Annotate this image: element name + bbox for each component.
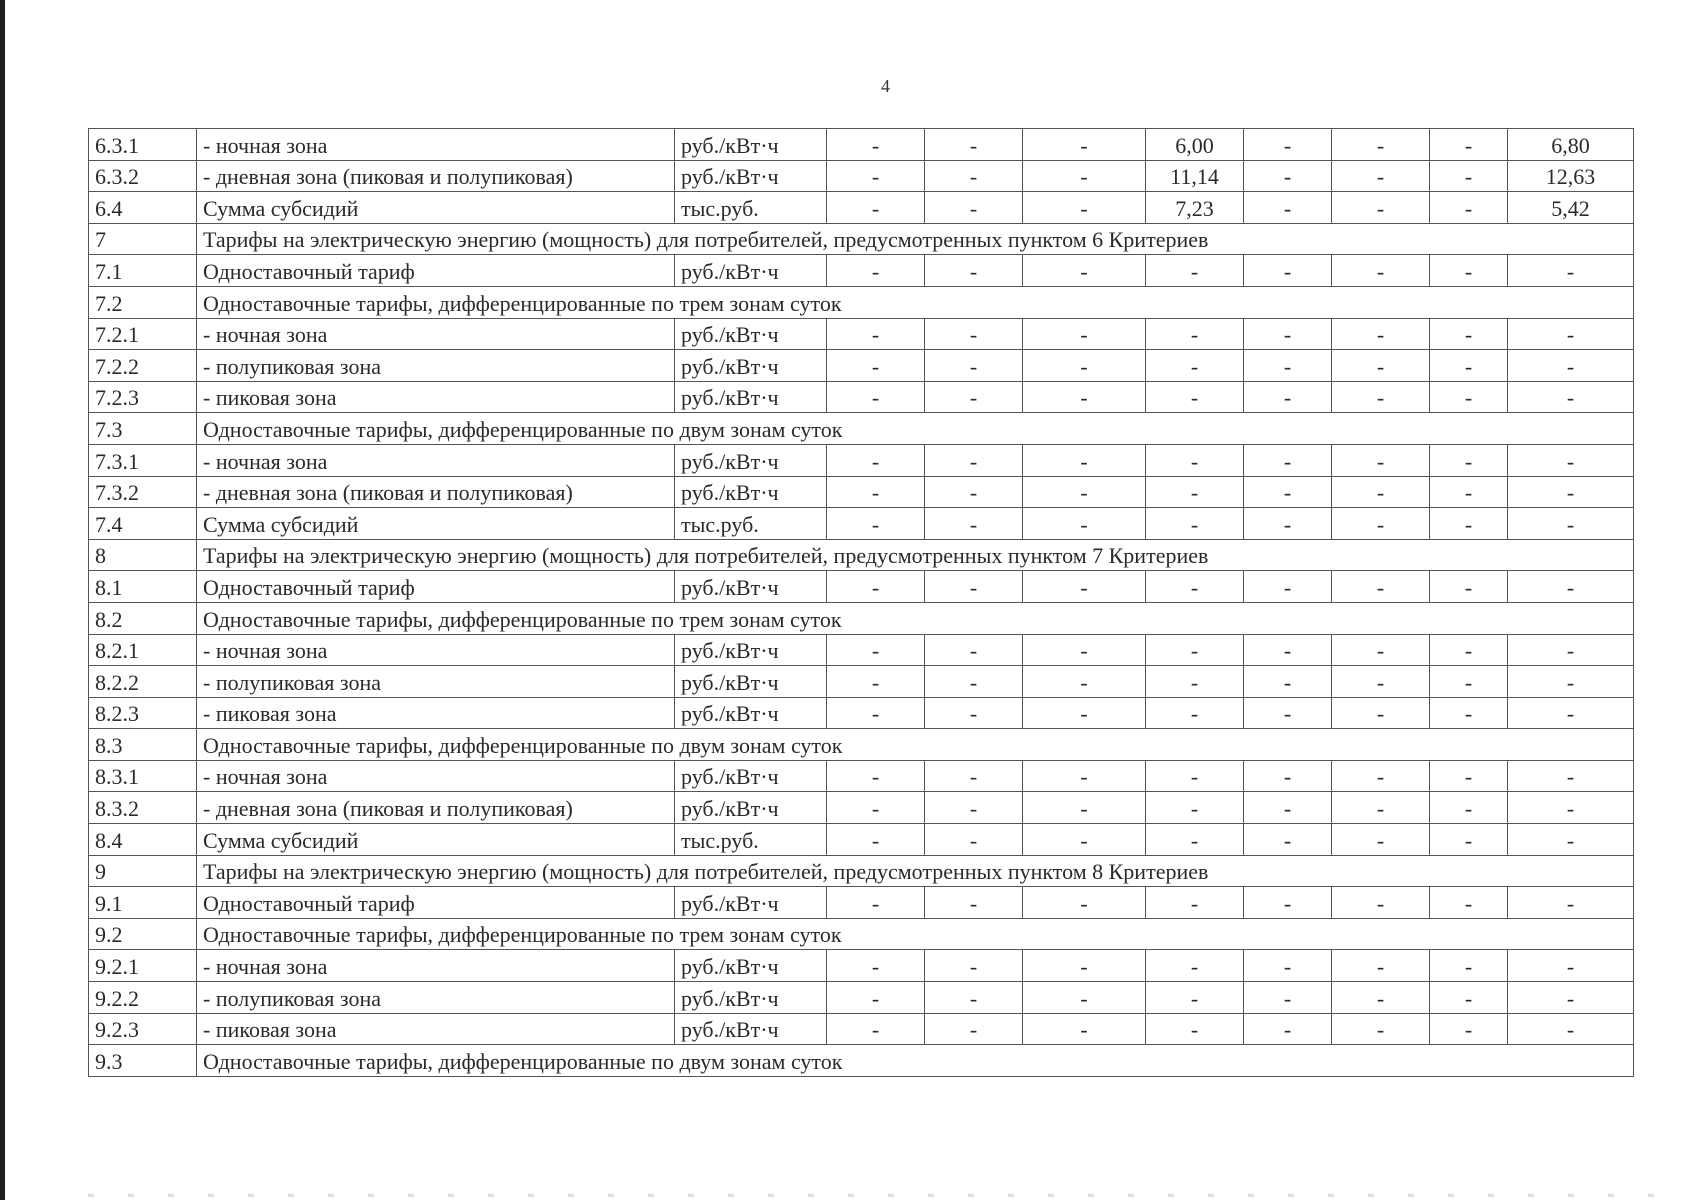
value-cell: - bbox=[1430, 634, 1508, 666]
table-row bbox=[89, 666, 1634, 698]
value-cell: - bbox=[1244, 318, 1332, 350]
value-cell: - bbox=[1508, 666, 1634, 698]
row-number: 8.3.1 bbox=[89, 760, 197, 792]
value-cell: - bbox=[1332, 666, 1430, 698]
page-number: 4 bbox=[881, 76, 890, 96]
row-name: - дневная зона (пиковая и полупиковая) bbox=[197, 792, 675, 824]
row-name: - ночная зона bbox=[197, 129, 675, 161]
value-cell: - bbox=[1332, 318, 1430, 350]
value-cell: - bbox=[1023, 571, 1146, 603]
value-cell: - bbox=[827, 792, 925, 824]
table-row bbox=[89, 318, 1634, 350]
table-row bbox=[89, 255, 1634, 287]
value-cell: - bbox=[1508, 982, 1634, 1014]
row-name: - полупиковая зона bbox=[197, 982, 675, 1014]
value-cell: - bbox=[1508, 697, 1634, 729]
value-cell: 6,00 bbox=[1146, 129, 1244, 161]
section-title: Одноставочные тарифы, дифференцированные по двум зонам суток bbox=[197, 729, 1634, 761]
value-cell: - bbox=[1023, 824, 1146, 856]
value-cell: - bbox=[827, 950, 925, 982]
value-cell: - bbox=[1332, 792, 1430, 824]
row-unit: руб./кВт·ч bbox=[675, 1013, 827, 1045]
row-number: 9.2.2 bbox=[89, 982, 197, 1014]
value-cell: - bbox=[1430, 508, 1508, 540]
table-row bbox=[89, 950, 1634, 982]
row-number: 8.4 bbox=[89, 824, 197, 856]
value-cell: - bbox=[1023, 255, 1146, 287]
value-cell: - bbox=[1332, 192, 1430, 224]
value-cell: - bbox=[925, 666, 1023, 698]
scan-left-edge bbox=[0, 0, 5, 1200]
table-row bbox=[89, 634, 1634, 666]
section-title: Одноставочные тарифы, дифференцированные по двум зонам суток bbox=[197, 1045, 1634, 1077]
value-cell: - bbox=[827, 1013, 925, 1045]
section-row bbox=[89, 1045, 1634, 1077]
section-row bbox=[89, 286, 1634, 318]
value-cell: - bbox=[1023, 982, 1146, 1014]
value-cell: - bbox=[827, 444, 925, 476]
table-row bbox=[89, 887, 1634, 919]
value-cell: - bbox=[1508, 760, 1634, 792]
value-cell: - bbox=[925, 824, 1023, 856]
row-number: 8.2.2 bbox=[89, 666, 197, 698]
value-cell: - bbox=[1430, 666, 1508, 698]
value-cell: - bbox=[1508, 824, 1634, 856]
row-number: 6.3.2 bbox=[89, 160, 197, 192]
value-cell: - bbox=[1023, 129, 1146, 161]
value-cell: - bbox=[827, 476, 925, 508]
row-name: Одноставочный тариф bbox=[197, 571, 675, 603]
value-cell: - bbox=[827, 508, 925, 540]
value-cell: - bbox=[1508, 571, 1634, 603]
value-cell: - bbox=[1508, 318, 1634, 350]
value-cell: - bbox=[1244, 1013, 1332, 1045]
value-cell: - bbox=[1023, 634, 1146, 666]
value-cell: - bbox=[1244, 381, 1332, 413]
value-cell: - bbox=[1332, 950, 1430, 982]
value-cell: - bbox=[827, 318, 925, 350]
value-cell: - bbox=[1332, 1013, 1430, 1045]
row-name: - пиковая зона bbox=[197, 1013, 675, 1045]
value-cell: - bbox=[925, 792, 1023, 824]
value-cell: - bbox=[1332, 381, 1430, 413]
value-cell: - bbox=[827, 634, 925, 666]
row-unit: тыс.руб. bbox=[675, 192, 827, 224]
value-cell: - bbox=[1146, 982, 1244, 1014]
value-cell: - bbox=[1430, 950, 1508, 982]
value-cell: - bbox=[925, 508, 1023, 540]
row-unit: тыс.руб. bbox=[675, 824, 827, 856]
row-number: 7 bbox=[89, 223, 197, 255]
value-cell: - bbox=[1146, 824, 1244, 856]
row-name: Одноставочный тариф bbox=[197, 887, 675, 919]
value-cell: - bbox=[1244, 792, 1332, 824]
tariff-table-body bbox=[89, 129, 1634, 1077]
value-cell: - bbox=[827, 824, 925, 856]
value-cell: - bbox=[827, 666, 925, 698]
row-number: 6.3.1 bbox=[89, 129, 197, 161]
value-cell: - bbox=[1332, 760, 1430, 792]
section-title: Одноставочные тарифы, дифференцированные по трем зонам суток bbox=[197, 286, 1634, 318]
value-cell: - bbox=[1430, 129, 1508, 161]
section-title: Тарифы на электрическую энергию (мощность) для потребителей, предусмотренных пунктом 8 Критериев bbox=[197, 855, 1634, 887]
row-name: - полупиковая зона bbox=[197, 350, 675, 382]
value-cell: - bbox=[1332, 508, 1430, 540]
value-cell: - bbox=[1508, 508, 1634, 540]
table-row bbox=[89, 160, 1634, 192]
value-cell: - bbox=[1430, 887, 1508, 919]
section-row bbox=[89, 223, 1634, 255]
value-cell: - bbox=[1430, 824, 1508, 856]
row-unit: руб./кВт·ч bbox=[675, 129, 827, 161]
table-row bbox=[89, 760, 1634, 792]
value-cell: - bbox=[1430, 255, 1508, 287]
row-unit: руб./кВт·ч bbox=[675, 350, 827, 382]
value-cell: - bbox=[1146, 444, 1244, 476]
value-cell: - bbox=[1430, 444, 1508, 476]
value-cell: - bbox=[1244, 571, 1332, 603]
table-row bbox=[89, 697, 1634, 729]
section-title: Одноставочные тарифы, дифференцированные по трем зонам суток bbox=[197, 602, 1634, 634]
row-number: 8.1 bbox=[89, 571, 197, 603]
value-cell: - bbox=[1146, 476, 1244, 508]
section-title: Одноставочные тарифы, дифференцированные по трем зонам суток bbox=[197, 918, 1634, 950]
value-cell: - bbox=[1332, 476, 1430, 508]
value-cell: - bbox=[925, 255, 1023, 287]
row-unit: руб./кВт·ч bbox=[675, 887, 827, 919]
value-cell: - bbox=[1244, 350, 1332, 382]
value-cell: - bbox=[925, 192, 1023, 224]
table-row bbox=[89, 508, 1634, 540]
row-unit: руб./кВт·ч bbox=[675, 982, 827, 1014]
value-cell: - bbox=[1332, 634, 1430, 666]
value-cell: - bbox=[1023, 160, 1146, 192]
value-cell: - bbox=[925, 887, 1023, 919]
value-cell: - bbox=[1508, 255, 1634, 287]
value-cell: - bbox=[1332, 255, 1430, 287]
section-row bbox=[89, 539, 1634, 571]
value-cell: - bbox=[1244, 950, 1332, 982]
table-row bbox=[89, 192, 1634, 224]
value-cell: - bbox=[827, 255, 925, 287]
row-name: - пиковая зона bbox=[197, 697, 675, 729]
row-number: 7.2 bbox=[89, 286, 197, 318]
value-cell: - bbox=[1244, 982, 1332, 1014]
row-name: Одноставочный тариф bbox=[197, 255, 675, 287]
value-cell: - bbox=[1146, 571, 1244, 603]
row-number: 8.3 bbox=[89, 729, 197, 761]
value-cell: - bbox=[1244, 634, 1332, 666]
value-cell: - bbox=[827, 381, 925, 413]
value-cell: - bbox=[1332, 129, 1430, 161]
value-cell: - bbox=[1332, 160, 1430, 192]
row-number: 8.2.1 bbox=[89, 634, 197, 666]
value-cell: - bbox=[925, 476, 1023, 508]
row-number: 8.2 bbox=[89, 602, 197, 634]
row-number: 8.2.3 bbox=[89, 697, 197, 729]
tariff-table bbox=[88, 128, 1634, 1077]
value-cell: - bbox=[1023, 318, 1146, 350]
row-name: Сумма субсидий bbox=[197, 824, 675, 856]
value-cell: - bbox=[1508, 792, 1634, 824]
value-cell: - bbox=[925, 350, 1023, 382]
value-cell: - bbox=[1146, 697, 1244, 729]
section-row bbox=[89, 918, 1634, 950]
value-cell: - bbox=[1430, 192, 1508, 224]
section-title: Тарифы на электрическую энергию (мощность) для потребителей, предусмотренных пунктом 6 Критериев bbox=[197, 223, 1634, 255]
row-unit: руб./кВт·ч bbox=[675, 381, 827, 413]
row-name: - ночная зона bbox=[197, 634, 675, 666]
row-name: - ночная зона bbox=[197, 760, 675, 792]
value-cell: - bbox=[1244, 887, 1332, 919]
value-cell: - bbox=[925, 634, 1023, 666]
row-unit: руб./кВт·ч bbox=[675, 255, 827, 287]
value-cell: - bbox=[827, 192, 925, 224]
table-row bbox=[89, 476, 1634, 508]
value-cell: - bbox=[1430, 760, 1508, 792]
row-number: 7.2.3 bbox=[89, 381, 197, 413]
value-cell: - bbox=[1332, 697, 1430, 729]
value-cell: 7,23 bbox=[1146, 192, 1244, 224]
value-cell: - bbox=[1508, 634, 1634, 666]
value-cell: - bbox=[1430, 1013, 1508, 1045]
row-unit: руб./кВт·ч bbox=[675, 571, 827, 603]
value-cell: - bbox=[1023, 444, 1146, 476]
value-cell: - bbox=[1023, 887, 1146, 919]
value-cell: - bbox=[1430, 982, 1508, 1014]
row-number: 7.4 bbox=[89, 508, 197, 540]
row-number: 9.2.1 bbox=[89, 950, 197, 982]
value-cell: - bbox=[1244, 255, 1332, 287]
value-cell: - bbox=[1146, 634, 1244, 666]
value-cell: - bbox=[1023, 697, 1146, 729]
value-cell: - bbox=[827, 571, 925, 603]
value-cell: - bbox=[925, 697, 1023, 729]
row-number: 7.3 bbox=[89, 413, 197, 445]
section-title: Тарифы на электрическую энергию (мощность) для потребителей, предусмотренных пунктом 7 Критериев bbox=[197, 539, 1634, 571]
value-cell: - bbox=[1146, 255, 1244, 287]
section-title: Одноставочные тарифы, дифференцированные по двум зонам суток bbox=[197, 413, 1634, 445]
row-unit: руб./кВт·ч bbox=[675, 634, 827, 666]
section-row bbox=[89, 413, 1634, 445]
value-cell: - bbox=[827, 982, 925, 1014]
value-cell: - bbox=[1146, 950, 1244, 982]
table-row bbox=[89, 444, 1634, 476]
row-name: - ночная зона bbox=[197, 950, 675, 982]
value-cell: - bbox=[827, 350, 925, 382]
value-cell: - bbox=[1244, 160, 1332, 192]
value-cell: - bbox=[1023, 508, 1146, 540]
value-cell: - bbox=[925, 381, 1023, 413]
value-cell: - bbox=[1146, 1013, 1244, 1045]
value-cell: - bbox=[925, 571, 1023, 603]
row-unit: руб./кВт·ч bbox=[675, 697, 827, 729]
row-number: 8 bbox=[89, 539, 197, 571]
value-cell: - bbox=[925, 1013, 1023, 1045]
row-number: 7.3.2 bbox=[89, 476, 197, 508]
row-name: - дневная зона (пиковая и полупиковая) bbox=[197, 476, 675, 508]
value-cell: - bbox=[1146, 318, 1244, 350]
value-cell: - bbox=[1244, 697, 1332, 729]
value-cell: - bbox=[1244, 444, 1332, 476]
value-cell: - bbox=[827, 160, 925, 192]
value-cell: - bbox=[1023, 350, 1146, 382]
value-cell: - bbox=[1332, 982, 1430, 1014]
section-row bbox=[89, 602, 1634, 634]
row-name: - ночная зона bbox=[197, 444, 675, 476]
row-name: - дневная зона (пиковая и полупиковая) bbox=[197, 160, 675, 192]
value-cell: - bbox=[1023, 1013, 1146, 1045]
row-name: - ночная зона bbox=[197, 318, 675, 350]
table-row bbox=[89, 982, 1634, 1014]
value-cell: - bbox=[1508, 381, 1634, 413]
row-unit: руб./кВт·ч bbox=[675, 666, 827, 698]
row-number: 7.2.2 bbox=[89, 350, 197, 382]
value-cell: - bbox=[1508, 950, 1634, 982]
row-unit: руб./кВт·ч bbox=[675, 792, 827, 824]
row-number: 9.2 bbox=[89, 918, 197, 950]
value-cell: - bbox=[1146, 887, 1244, 919]
value-cell: - bbox=[1430, 318, 1508, 350]
section-row bbox=[89, 729, 1634, 761]
value-cell: - bbox=[1508, 350, 1634, 382]
value-cell: 6,80 bbox=[1508, 129, 1634, 161]
value-cell: - bbox=[1244, 760, 1332, 792]
value-cell: - bbox=[1244, 476, 1332, 508]
value-cell: - bbox=[1508, 444, 1634, 476]
row-name: Сумма субсидий bbox=[197, 192, 675, 224]
value-cell: - bbox=[1146, 350, 1244, 382]
value-cell: - bbox=[1430, 571, 1508, 603]
row-number: 6.4 bbox=[89, 192, 197, 224]
value-cell: - bbox=[1244, 824, 1332, 856]
value-cell: 12,63 bbox=[1508, 160, 1634, 192]
value-cell: - bbox=[827, 129, 925, 161]
row-unit: руб./кВт·ч bbox=[675, 318, 827, 350]
row-unit: руб./кВт·ч bbox=[675, 160, 827, 192]
row-name: - полупиковая зона bbox=[197, 666, 675, 698]
value-cell: - bbox=[925, 160, 1023, 192]
row-number: 7.1 bbox=[89, 255, 197, 287]
table-row bbox=[89, 1013, 1634, 1045]
value-cell: - bbox=[1508, 887, 1634, 919]
value-cell: - bbox=[1332, 571, 1430, 603]
value-cell: 11,14 bbox=[1146, 160, 1244, 192]
value-cell: - bbox=[1508, 476, 1634, 508]
table-row bbox=[89, 381, 1634, 413]
value-cell: - bbox=[1023, 192, 1146, 224]
row-unit: тыс.руб. bbox=[675, 508, 827, 540]
row-number: 9 bbox=[89, 855, 197, 887]
table-row bbox=[89, 571, 1634, 603]
row-name: - пиковая зона bbox=[197, 381, 675, 413]
row-number: 7.2.1 bbox=[89, 318, 197, 350]
scan-bottom-noise bbox=[88, 1194, 1658, 1197]
value-cell: - bbox=[1430, 792, 1508, 824]
value-cell: 5,42 bbox=[1508, 192, 1634, 224]
value-cell: - bbox=[1244, 666, 1332, 698]
row-unit: руб./кВт·ч bbox=[675, 760, 827, 792]
value-cell: - bbox=[1430, 697, 1508, 729]
value-cell: - bbox=[1332, 824, 1430, 856]
row-unit: руб./кВт·ч bbox=[675, 444, 827, 476]
row-number: 8.3.2 bbox=[89, 792, 197, 824]
value-cell: - bbox=[1430, 381, 1508, 413]
row-unit: руб./кВт·ч bbox=[675, 950, 827, 982]
value-cell: - bbox=[1430, 160, 1508, 192]
row-number: 9.2.3 bbox=[89, 1013, 197, 1045]
value-cell: - bbox=[1332, 887, 1430, 919]
section-row bbox=[89, 855, 1634, 887]
value-cell: - bbox=[1023, 666, 1146, 698]
value-cell: - bbox=[827, 760, 925, 792]
table-row bbox=[89, 824, 1634, 856]
row-name: Сумма субсидий bbox=[197, 508, 675, 540]
value-cell: - bbox=[827, 697, 925, 729]
value-cell: - bbox=[925, 129, 1023, 161]
value-cell: - bbox=[925, 444, 1023, 476]
value-cell: - bbox=[1023, 476, 1146, 508]
value-cell: - bbox=[1146, 760, 1244, 792]
value-cell: - bbox=[1146, 381, 1244, 413]
value-cell: - bbox=[925, 982, 1023, 1014]
table-row bbox=[89, 792, 1634, 824]
value-cell: - bbox=[925, 950, 1023, 982]
row-unit: руб./кВт·ч bbox=[675, 476, 827, 508]
value-cell: - bbox=[1244, 508, 1332, 540]
value-cell: - bbox=[1023, 792, 1146, 824]
value-cell: - bbox=[1023, 950, 1146, 982]
table-row bbox=[89, 350, 1634, 382]
value-cell: - bbox=[1332, 444, 1430, 476]
value-cell: - bbox=[1508, 1013, 1634, 1045]
value-cell: - bbox=[1332, 350, 1430, 382]
value-cell: - bbox=[1244, 129, 1332, 161]
value-cell: - bbox=[1146, 792, 1244, 824]
value-cell: - bbox=[1146, 508, 1244, 540]
value-cell: - bbox=[925, 760, 1023, 792]
value-cell: - bbox=[1023, 760, 1146, 792]
value-cell: - bbox=[1430, 476, 1508, 508]
value-cell: - bbox=[827, 887, 925, 919]
row-number: 9.3 bbox=[89, 1045, 197, 1077]
table-row bbox=[89, 129, 1634, 161]
row-number: 7.3.1 bbox=[89, 444, 197, 476]
row-number: 9.1 bbox=[89, 887, 197, 919]
value-cell: - bbox=[1023, 381, 1146, 413]
value-cell: - bbox=[925, 318, 1023, 350]
value-cell: - bbox=[1244, 192, 1332, 224]
value-cell: - bbox=[1146, 666, 1244, 698]
value-cell: - bbox=[1430, 350, 1508, 382]
